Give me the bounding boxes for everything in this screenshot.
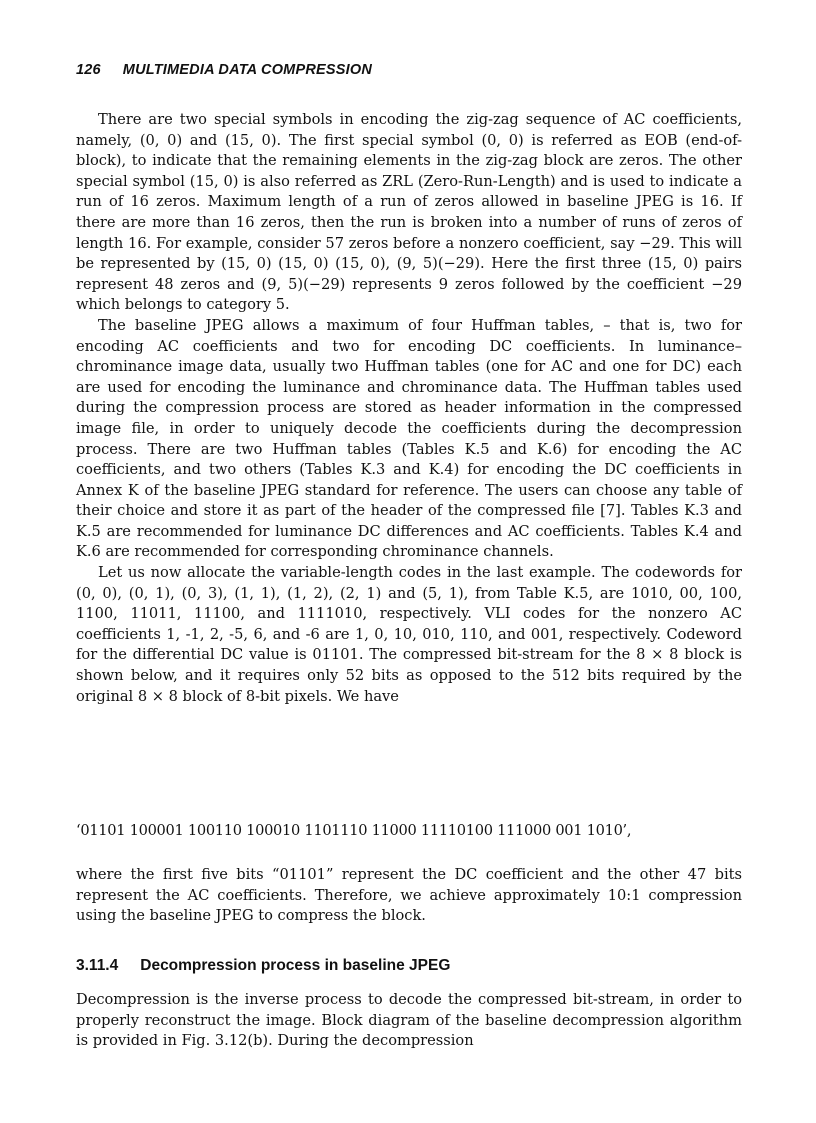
paragraph-special-symbols: There are two special symbols in encoding the zig-zag sequence of AC coefficients, namely, (0, 0) and (15, 0). The first special symbol (0, 0) is referred as EOB (end-of-block), to indicate that the remaining elements in the zig-zag block are zeros. The other special symbol (15, 0) is also referred as ZRL (Zero-Run-Length) and is used to indicate a run of 16 zeros. Maximum length of a run of zeros allowed in baseline JPEG is 16. If there are more than 16 zeros, then the run is broken into a number of runs of zeros of length 16. For example, consider 57 zeros before a nonzero coefficient, say −29. This will be represented by (15, 0) (15, 0) (15, 0), (9, 5)(−29). Here the first three (15, 0) pairs represent 48 zeros and (9, 5)(−29) represents 9 zeros followed by the coefficient −29 which belongs to category 5. xyxy=(76,111,742,314)
section-number: 3.11.4 xyxy=(76,957,119,974)
section-body xyxy=(76,990,742,1052)
running-title: MULTIMEDIA DATA COMPRESSION xyxy=(122,62,372,78)
paragraph-decompression: Decompression is the inverse process to decode the compressed bit-stream, in order to properly reconstruct the image. Block diagram of the baseline decompression algorithm is provided in Fig. 3.12(b). During the decompression xyxy=(76,991,742,1050)
paragraph-variable-length-codes: Let us now allocate the variable-length codes in the last example. The codewords for (0, 0), (0, 1), (0, 3), (1, 1), (1, 2), (2, 1) and (5, 1), from Table K.5, are 1010, 00, 100, 1100, 11011, 11100, and 1111010, respectively. VLI codes for the nonzero AC coefficients 1, -1, 2, -5, 6, and -6 are 1, 0, 10, 010, 110, and 001, respectively. Codeword for the differential DC value is 01101. The compressed bit-stream for the 8 × 8 block is shown below, and it requires only 52 bits as opposed to the 512 bits required by the original 8 × 8 block of 8-bit pixels. We have xyxy=(76,564,742,705)
body-text-continued xyxy=(76,865,742,927)
section-heading xyxy=(76,957,450,975)
compressed-bitstream: ‘01101 100001 100110 100010 1101110 11000 11110100 111000 001 1010’, xyxy=(76,822,632,839)
body-text xyxy=(76,110,742,707)
section-title: Decompression process in baseline JPEG xyxy=(140,957,451,974)
paragraph-huffman-tables: The baseline JPEG allows a maximum of four Huffman tables, – that is, two for encoding AC coefficients and two for encoding DC coefficients. In luminance–chrominance image data, usually two Huffman tables (one for AC and one for DC) each are used for encoding the luminance and chrominance data. The Huffman tables used during the compression process are stored as header information in the compressed image file, in order to uniquely decode the coefficients during the decompression process. There are two Huffman tables (Tables K.5 and K.6) for encoding the AC coefficients, and two others (Tables K.3 and K.4) for encoding the DC coefficients in Annex K of the baseline JPEG standard for reference. The users can choose any table of their choice and store it as part of the header of the compressed file [7]. Tables K.3 and K.5 are recommended for luminance DC differences and AC coefficients. Tables K.4 and K.6 are recommended for corresponding chrominance channels. xyxy=(76,316,742,561)
running-header xyxy=(76,62,372,78)
page-number: 126 xyxy=(76,62,101,78)
paragraph-bitstream-explanation: where the first five bits “01101” represent the DC coefficient and the other 47 bits represent the AC coefficients. Therefore, we achieve approximately 10:1 compression using the baseline JPEG to compress the block. xyxy=(76,866,742,925)
